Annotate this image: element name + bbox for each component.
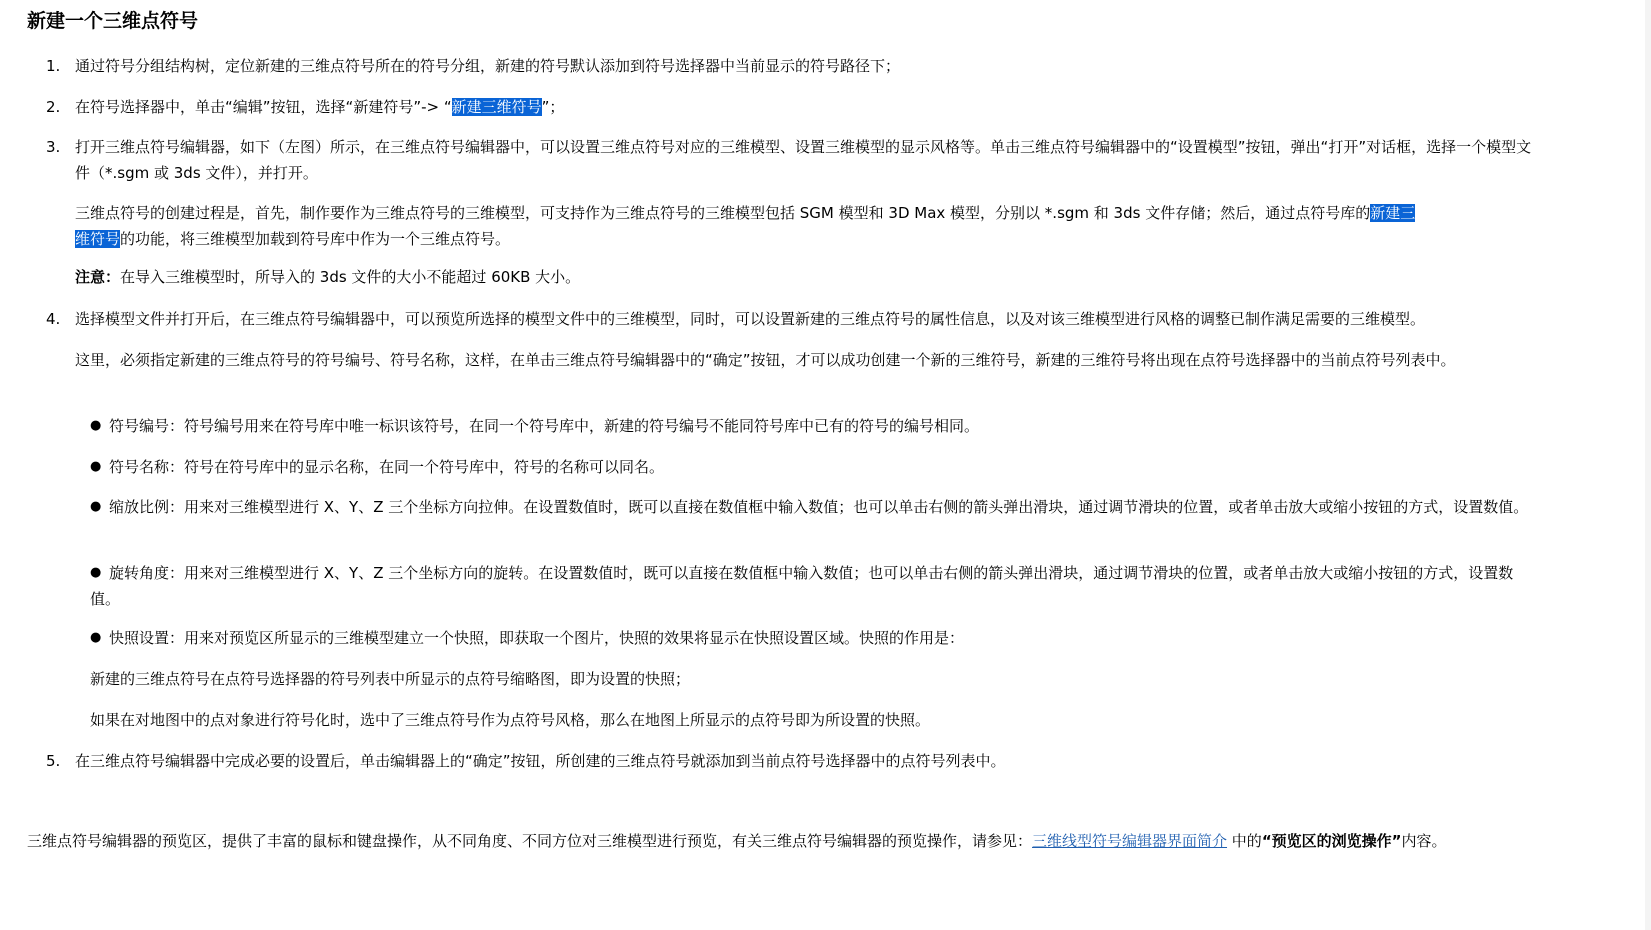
step-text-4: 选择模型文件并打开后，在三维点符号编辑器中，可以预览所选择的模型文件中的三维模型，同时，可以设置新建的三维点符号的属性信息，以及对该三维模型进行风格的调整已制作满足需要的三维模型。 (75, 310, 1426, 328)
step-number-4: 4. (46, 310, 61, 328)
step-2-text-before: 在符号选择器中，单击“编辑”按钮，选择“新建符号”-> “ (75, 98, 452, 116)
snapshot-use-2: 如果在对地图中的点对象进行符号化时，选中了三维点符号作为点符号风格，那么在地图上所显示的点符号即为所设置的快照。 (90, 711, 931, 729)
footer-strong-preview-ops: “预览区的浏览操作” (1261, 832, 1402, 850)
footer-text-middle: 中的 (1227, 832, 1262, 850)
step-3-detail-after: 的功能，将三维模型加载到符号库中作为一个三维点符号。 (120, 230, 511, 248)
bullet-dot-icon: ● (90, 499, 102, 514)
scrollbar-track[interactable] (1645, 0, 1651, 930)
selected-text-new-3d-line1[interactable]: 新建三 (1370, 204, 1416, 222)
step-3-detail-before: 三维点符号的创建过程是，首先，制作要作为三维点符号的三维模型，可支持作为三维点符号的三维模型包括 SGM 模型和 3D Max 模型，分别以 *.sgm 和 3ds 文件存储；然后，通过点符号库的 (75, 204, 1371, 222)
page-title: 新建一个三维点符号 (27, 10, 199, 32)
bullet-dot-icon: ● (90, 459, 102, 474)
bullet-dot-icon: ● (90, 418, 102, 433)
step-text-5: 在三维点符号编辑器中完成必要的设置后，单击编辑器上的“确定”按钮，所创建的三维点符号就添加到当前点符号选择器中的点符号列表中。 (75, 752, 1006, 770)
step-2-text-after: ”； (541, 98, 565, 116)
bullet-scale: 缩放比例：用来对三维模型进行 X、Y、Z 三个坐标方向拉伸。在设置数值时，既可以直接在数值框中输入数值；也可以单击右侧的箭头弹出滑块，通过调节滑块的位置，或者单击放大或缩小按钮的方式，设置数值。 (109, 498, 1529, 516)
step-4-detail: 这里，必须指定新建的三维点符号的符号编号、符号名称，这样，在单击三维点符号编辑器中的“确定”按钮，才可以成功创建一个新的三维符号，新建的三维符号将出现在点符号选择器中的当前点符号列表中。 (75, 351, 1456, 369)
footer-text-after: 内容。 (1401, 832, 1447, 850)
step-3-note (75, 264, 1535, 290)
step-number-1: 1. (46, 57, 61, 75)
bullet-rotation: 旋转角度：用来对三维模型进行 X、Y、Z 三个坐标方向的旋转。在设置数值时，既可以直接在数值框中输入数值；也可以单击右侧的箭头弹出滑块，通过调节滑块的位置，或者单击放大或缩小按钮的方式，设置数值。 (90, 564, 1514, 608)
selected-text-new-3d-symbol[interactable]: 新建三维符号 (451, 98, 542, 116)
snapshot-use-1: 新建的三维点符号在点符号选择器的符号列表中所显示的点符号缩略图，即为设置的快照； (90, 670, 691, 688)
selected-text-new-3d-line2[interactable]: 维符号 (75, 230, 121, 248)
step-text-3: 打开三维点符号编辑器，如下（左图）所示，在三维点符号编辑器中，可以设置三维点符号对应的三维模型、设置三维模型的显示风格等。单击三维点符号编辑器中的“设置模型”按钮，弹出“打开”对话框，选择一个模型文件（*.sgm 或 3ds 文件），并打开。 (75, 138, 1532, 182)
preview-note (27, 828, 1537, 854)
bullet-dot-icon: ● (90, 630, 102, 645)
step-number-5: 5. (46, 752, 61, 770)
bullet-symbol-name: 符号名称：符号在符号库中的显示名称，在同一个符号库中，符号的名称可以同名。 (109, 458, 665, 476)
step-text-1: 通过符号分组结构树，定位新建的三维点符号所在的符号分组，新建的符号默认添加到符号选择器中当前显示的符号路径下； (75, 57, 901, 75)
bullet-snapshot: 快照设置：用来对预览区所显示的三维模型建立一个快照，即获取一个图片，快照的效果将显示在快照设置区域。快照的作用是： (109, 629, 965, 647)
link-3d-line-editor-intro[interactable]: 三维线型符号编辑器界面简介 (1032, 832, 1228, 850)
step-3-detail (75, 200, 1535, 252)
bullet-dot-icon: ● (90, 565, 102, 580)
note-text: 在导入三维模型时，所导入的 3ds 文件的大小不能超过 60KB 大小。 (120, 268, 581, 286)
step-text-2 (75, 94, 1535, 120)
step-number-2: 2. (46, 98, 61, 116)
bullet-symbol-code: 符号编号：符号编号用来在符号库中唯一标识该符号，在同一个符号库中，新建的符号编号不能同符号库中已有的符号的编号相同。 (109, 417, 980, 435)
note-label: 注意： (75, 268, 121, 286)
footer-text-before: 三维点符号编辑器的预览区，提供了丰富的鼠标和键盘操作，从不同角度、不同方位对三维模型进行预览，有关三维点符号编辑器的预览操作，请参见： (27, 832, 1033, 850)
step-number-3: 3. (46, 138, 61, 156)
